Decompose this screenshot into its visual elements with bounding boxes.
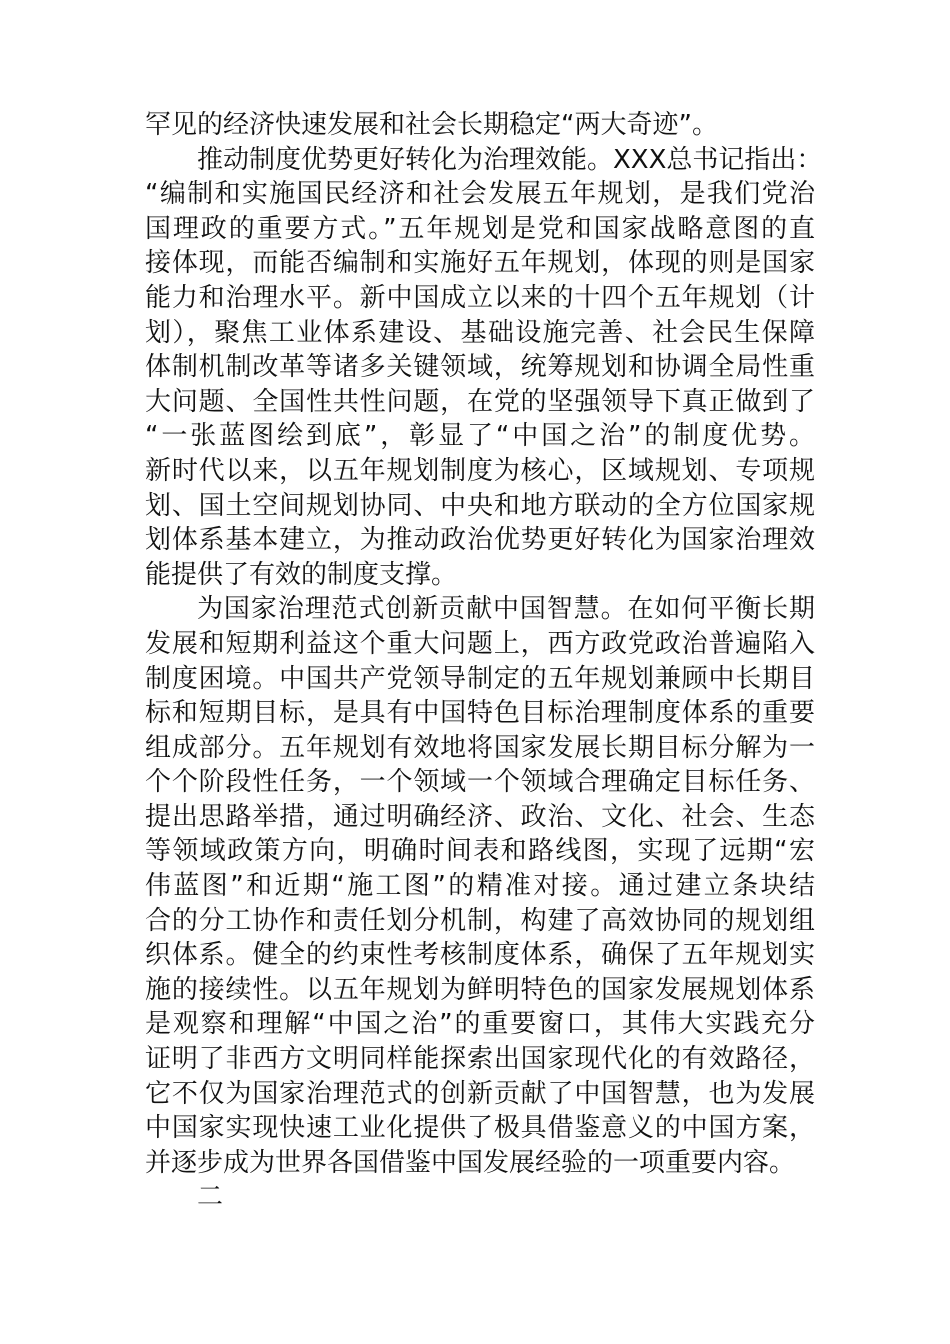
text-line: 新时代以来，以五年规划制度为核心，区域规划、专项规 [145,455,815,486]
text-line: 中国家实现快速工业化提供了极具借鉴意义的中国方案， [145,1113,815,1144]
text-line: 伟蓝图”和近期“施工图”的精准对接。通过建立条块结 [145,871,815,902]
text-line: 能提供了有效的制度支撑。 [145,559,458,590]
text-line: 国理政的重要方式。”五年规划是党和国家战略意图的直 [145,213,815,244]
text-line: 个个阶段性任务，一个领域一个领域合理确定目标任务、 [145,767,815,798]
text-line: 标和短期目标，是具有中国特色目标治理制度体系的重要 [145,698,815,729]
text-line: 发展和短期利益这个重大问题上，西方政党政治普遍陷入 [145,628,815,659]
text-line: 组成部分。五年规划有效地将国家发展长期目标分解为一 [145,732,815,763]
text-line: 它不仅为国家治理范式的创新贡献了中国智慧，也为发展 [145,1078,815,1109]
body-text [145,108,823,1215]
text-line: 体制机制改革等诸多关键领域，统筹规划和协调全局性重 [145,352,815,383]
text-line: 罕见的经济快速发展和社会长期稳定“两大奇迹”。 [145,110,718,140]
text-line: 等领域政策方向，明确时间表和路线图，实现了远期“宏 [145,836,815,867]
paragraph-start-line: 为国家治理范式创新贡献中国智慧。在如何平衡长期 [197,594,815,625]
text-line: 是观察和理解“中国之治”的重要窗口，其伟大实践充分 [145,1009,815,1040]
text-line: “一张蓝图绘到底”，彰显了“中国之治”的制度优势。 [145,421,815,452]
text-line: 合的分工协作和责任划分机制，构建了高效协同的规划组 [145,905,815,936]
text-line: 证明了非西方文明同样能探索出国家现代化的有效路径， [145,1044,815,1075]
text-line: 并逐步成为世界各国借鉴中国发展经验的一项重要内容。 [145,1147,796,1178]
text-line: 提出思路举措，通过明确经济、政治、文化、社会、生态 [145,801,815,832]
text-line: 制度困境。中国共产党领导制定的五年规划兼顾中长期目 [145,663,815,694]
paragraph-start-line: 推动制度优势更好转化为治理效能。XXX总书记指出： [197,144,823,175]
text-line: 划体系基本建立，为推动政治优势更好转化为国家治理效 [145,525,815,556]
text-line: 接体现，而能否编制和实施好五年规划，体现的则是国家 [145,248,815,279]
text-line: 划、国土空间规划协同、中央和地方联动的全方位国家规 [145,490,815,521]
text-line: 划），聚焦工业体系建设、基础设施完善、社会民生保障 [145,317,815,348]
text-line: “编制和实施国民经济和社会发展五年规划，是我们党治 [145,179,815,210]
text-line: 织体系。健全的约束性考核制度体系，确保了五年规划实 [145,940,815,971]
text-line: 大问题、全国性共性问题，在党的坚强领导下真正做到了 [145,386,815,417]
text-line: 施的接续性。以五年规划为鲜明特色的国家发展规划体系 [145,974,815,1005]
text-line: 能力和治理水平。新中国成立以来的十四个五年规划（计 [145,282,815,313]
section-heading: 二 [197,1182,224,1213]
